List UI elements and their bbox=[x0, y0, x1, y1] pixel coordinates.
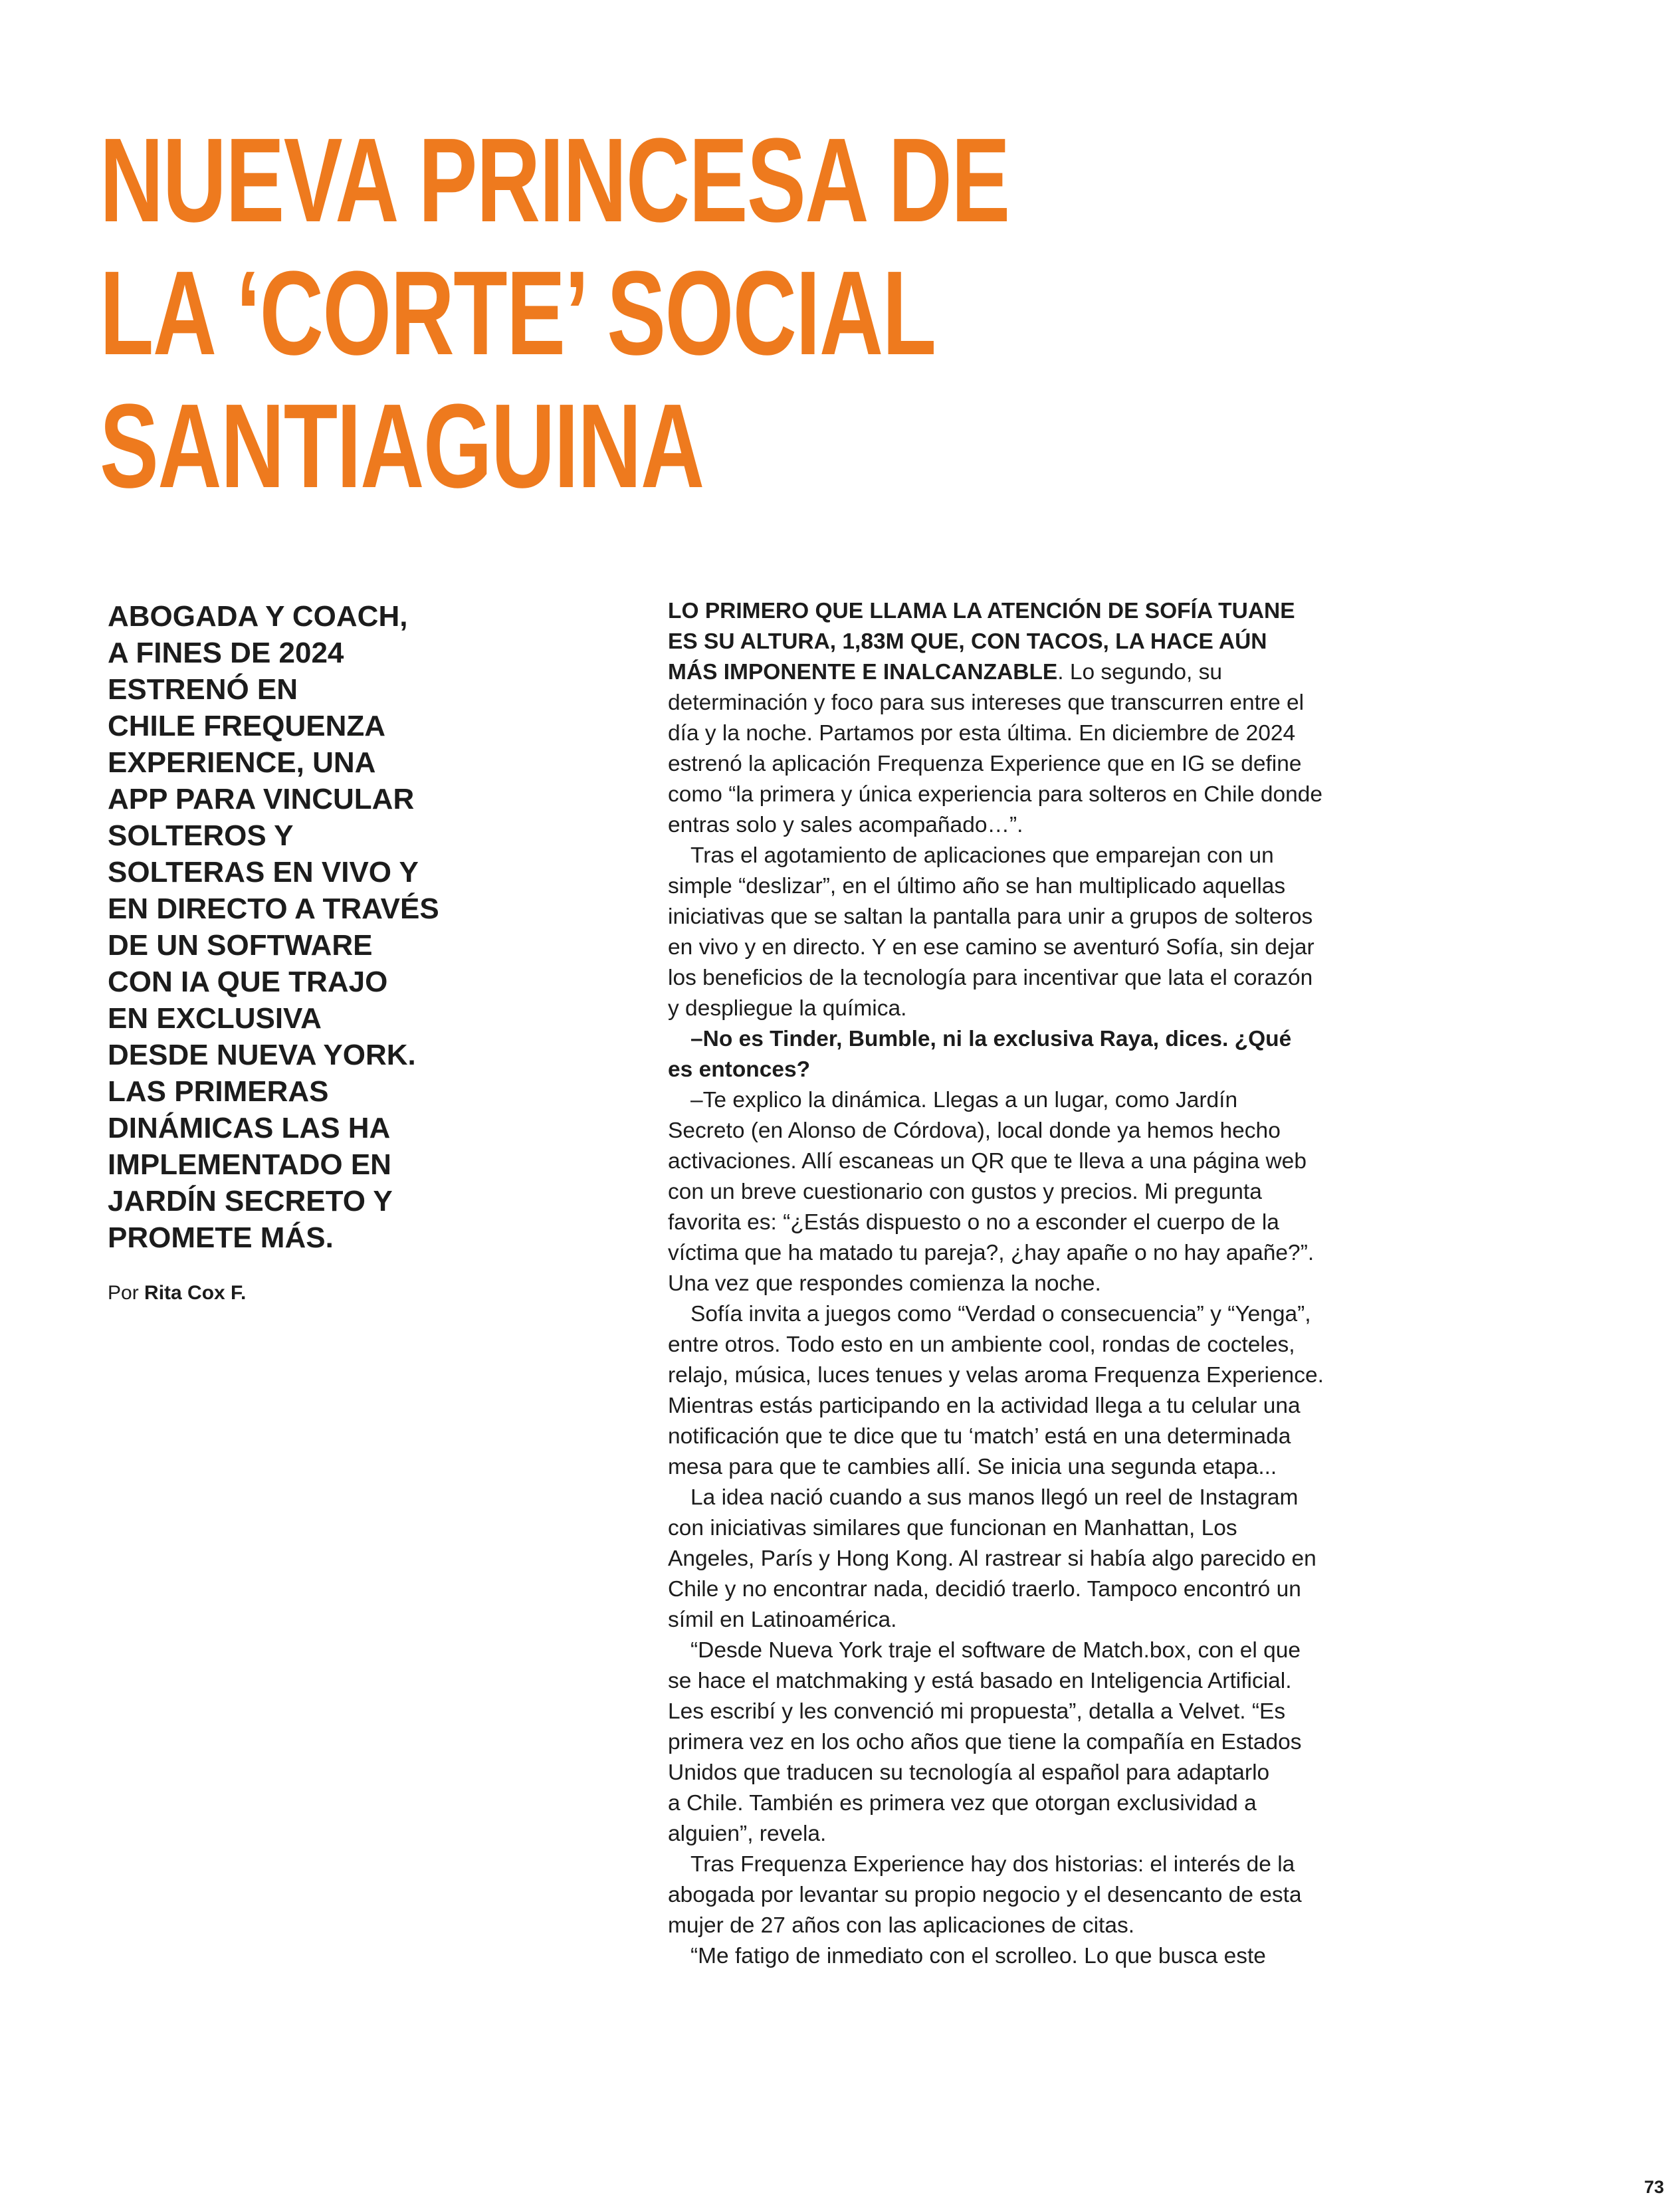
body-line: –Te explico la dinámica. Llegas a un lugar, como Jardín bbox=[690, 1088, 1238, 1112]
intro-line: JARDÍN SECRETO Y bbox=[108, 1185, 393, 1217]
body-line: “Desde Nueva York traje el software de Match.box, con el que bbox=[690, 1638, 1301, 1663]
body-line: Les escribí y les convenció mi propuesta”, detalla a Velvet. “Es bbox=[668, 1699, 1286, 1724]
body-line: Angeles, París y Hong Kong. Al rastrear si había algo parecido en bbox=[668, 1546, 1316, 1571]
body-line: Chile y no encontrar nada, decidió traerlo. Tampoco encontró un bbox=[668, 1577, 1301, 1602]
body-line: La idea nació cuando a sus manos llegó un reel de Instagram bbox=[690, 1485, 1299, 1510]
intro-line: ABOGADA Y COACH, bbox=[108, 600, 408, 633]
body-line: a Chile. También es primera vez que otorgan exclusividad a bbox=[668, 1791, 1257, 1816]
body-line: con un breve cuestionario con gustos y precios. Mi pregunta bbox=[668, 1180, 1262, 1204]
intro-line: EN DIRECTO A TRAVÉS bbox=[108, 892, 439, 925]
intro-line: ESTRENÓ EN bbox=[108, 673, 298, 706]
article-body bbox=[668, 596, 1392, 1972]
body-line: mesa para que te cambies allí. Se inicia una segunda etapa... bbox=[668, 1455, 1277, 1479]
body-line: Secreto (en Alonso de Córdova), local donde ya hemos hecho bbox=[668, 1118, 1281, 1143]
body-line: activaciones. Allí escaneas un QR que te lleva a una página web bbox=[668, 1149, 1307, 1174]
headline-line: SANTIAGUINA bbox=[100, 379, 704, 513]
body-line: día y la noche. Partamos por esta última. En diciembre de 2024 bbox=[668, 721, 1296, 746]
interview-question: es entonces? bbox=[668, 1057, 811, 1082]
intro-line: EXPERIENCE, UNA bbox=[108, 746, 376, 779]
body-line: “Me fatigo de inmediato con el scrolleo. Lo que busca este bbox=[690, 1944, 1266, 1968]
body-line: los beneficios de la tecnología para incentivar que lata el corazón bbox=[668, 966, 1313, 990]
intro-line: DESDE NUEVA YORK. bbox=[108, 1039, 416, 1071]
body-line: como “la primera y única experiencia para solteros en Chile donde bbox=[668, 782, 1323, 807]
body-line: favorita es: “¿Estás dispuesto o no a esconder el cuerpo de la bbox=[668, 1210, 1279, 1235]
body-line: entre otros. Todo esto en un ambiente cool, rondas de cocteles, bbox=[668, 1332, 1295, 1357]
intro-line: PROMETE MÁS. bbox=[108, 1221, 334, 1254]
headline-line: NUEVA PRINCESA DE bbox=[100, 114, 1009, 247]
body-line bbox=[668, 657, 1392, 688]
body-line: determinación y foco para sus intereses que transcurren entre el bbox=[668, 690, 1305, 715]
page-number: 73 bbox=[1643, 2177, 1664, 2197]
lead-continuation: . Lo segundo, su bbox=[1057, 660, 1222, 684]
body-line: Mientras estás participando en la actividad llega a tu celular una bbox=[668, 1394, 1301, 1418]
body-line: abogada por levantar su propio negocio y el desencanto de esta bbox=[668, 1883, 1302, 1907]
body-line: entras solo y sales acompañado…”. bbox=[668, 813, 1023, 837]
body-line: notificación que te dice que tu ‘match’ está en una determinada bbox=[668, 1424, 1291, 1449]
intro-line: DINÁMICAS LAS HA bbox=[108, 1112, 391, 1144]
body-line: iniciativas que se saltan la pantalla para unir a grupos de solteros bbox=[668, 904, 1313, 929]
intro-line: CON IA QUE TRAJO bbox=[108, 966, 388, 998]
lead-line: ES SU ALTURA, 1,83M QUE, CON TACOS, LA HACE AÚN bbox=[668, 629, 1267, 654]
body-line: mujer de 27 años con las aplicaciones de citas. bbox=[668, 1913, 1135, 1938]
interview-question: –No es Tinder, Bumble, ni la exclusiva Raya, dices. ¿Qué bbox=[690, 1027, 1292, 1051]
article-headline bbox=[100, 114, 1034, 513]
byline bbox=[108, 1280, 246, 1307]
body-line: primera vez en los ocho años que tiene la compañía en Estados bbox=[668, 1730, 1302, 1754]
body-line: Sofía invita a juegos como “Verdad o consecuencia” y “Yenga”, bbox=[690, 1302, 1311, 1326]
body-line: Unidos que traducen su tecnología al español para adaptarlo bbox=[668, 1760, 1270, 1785]
body-line: Tras el agotamiento de aplicaciones que emparejan con un bbox=[690, 843, 1274, 868]
body-line: estrenó la aplicación Frequenza Experience que en IG se define bbox=[668, 752, 1302, 776]
article-intro bbox=[108, 598, 453, 1256]
intro-line: APP PARA VINCULAR bbox=[108, 783, 415, 815]
lead-line-end: MÁS IMPONENTE E INALCANZABLE bbox=[668, 660, 1058, 684]
intro-line: EN EXCLUSIVA bbox=[108, 1002, 322, 1035]
body-line: se hace el matchmaking y está basado en Inteligencia Artificial. bbox=[668, 1669, 1292, 1693]
intro-line: SOLTERAS EN VIVO Y bbox=[108, 856, 419, 889]
body-line: alguien”, revela. bbox=[668, 1822, 827, 1846]
body-line: con iniciativas similares que funcionan en Manhattan, Los bbox=[668, 1516, 1237, 1540]
body-line: relajo, música, luces tenues y velas aroma Frequenza Experience. bbox=[668, 1363, 1324, 1388]
intro-line: CHILE FREQUENZA bbox=[108, 710, 385, 742]
lead-line: LO PRIMERO QUE LLAMA LA ATENCIÓN DE SOFÍA TUANE bbox=[668, 599, 1295, 623]
body-line: víctima que ha matado tu pareja?, ¿hay apañe o no hay apañe?”. bbox=[668, 1241, 1314, 1265]
headline-line: LA ‘CORTE’ SOCIAL bbox=[100, 247, 936, 380]
byline-author: Rita Cox F. bbox=[144, 1282, 247, 1304]
intro-line: IMPLEMENTADO EN bbox=[108, 1148, 391, 1181]
body-line: en vivo y en directo. Y en ese camino se aventuró Sofía, sin dejar bbox=[668, 935, 1314, 960]
body-line: símil en Latinoamérica. bbox=[668, 1608, 897, 1632]
body-line: Tras Frequenza Experience hay dos historias: el interés de la bbox=[690, 1852, 1295, 1877]
body-line: simple “deslizar”, en el último año se han multiplicado aquellas bbox=[668, 874, 1286, 898]
intro-line: DE UN SOFTWARE bbox=[108, 929, 373, 962]
byline-prefix: Por bbox=[108, 1282, 139, 1304]
intro-line: A FINES DE 2024 bbox=[108, 637, 344, 669]
body-line: y despliegue la química. bbox=[668, 996, 907, 1021]
intro-line: LAS PRIMERAS bbox=[108, 1075, 329, 1108]
body-line: Una vez que respondes comienza la noche. bbox=[668, 1271, 1101, 1296]
intro-line: SOLTEROS Y bbox=[108, 819, 294, 852]
